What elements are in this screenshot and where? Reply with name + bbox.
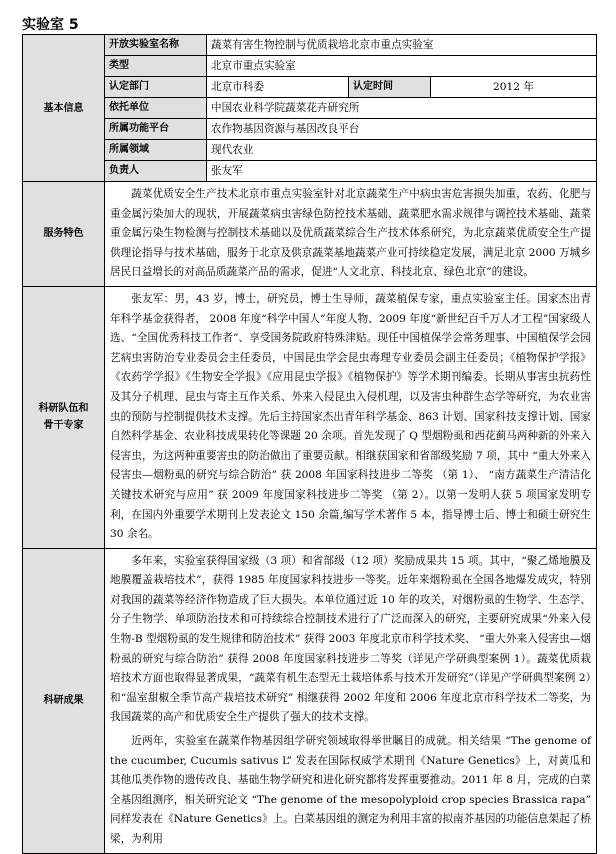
team-paragraph: 张友军：男，43 岁，博士，研究员，博士生导师，蔬菜植保专家，重点实验室主任。国家杰出青年科学基金获得者， 2008 年度“科学中国人”年度人物、2009 年度“新世纪百千万人才工程”国家级人选、“全国优秀科技工作者”、享受国务院政府特殊津贴。现任中国植保学会常务理事、中国植保学会园艺病虫害防治专业委员会主任委员，中国昆虫学会昆虫毒理专业委员会副主任委员；《植物保护学报》《农药学学报》《生物安全学报》《应用昆虫学报》《植物保护》等学术期刊编委。长期从事害虫抗药性及其分子机理、昆虫与寄主互作关系、外来入侵昆虫入侵机理，以及害虫种群生态学等研究，为农业害虫的预防与控制提供技术支撑。先后主持国家杰出青年科学基金、863 计划、国家科技支撑计划、国家自然科学基金、农业科技成果转化等课题 20 余项。首先发现了 Q 型烟粉虱和西花蓟马两种新的外来入侵害虫，为这两种重要害虫的防治做出了重要贡献。相继获国家和省部级奖励 7 项，其中 “重大外来入侵害虫—烟粉虱的研究与综合防治” 获 2008 年国家科技进步二等奖 （第 1）、 “南方蔬菜生产清洁化关键技术研究与应用” 获 2009 年度国家科技进步二等奖 （第 2）。以第一发明人获 5 项国家发明专利，在国内外重要学术期刊上发表论文 150 余篇,编写学术著作 5 本，指导博士后、博士和硕士研究生 30 余名。 bbox=[110, 292, 591, 541]
page-heading: 实验室 5 bbox=[22, 17, 79, 33]
label-field: 所属领域 bbox=[105, 140, 207, 161]
value-field: 现代农业 bbox=[207, 140, 597, 161]
team-label-line-1: 科研队伍和 bbox=[38, 403, 89, 415]
value-platform: 农作物基因资源与基因改良平台 bbox=[207, 119, 597, 140]
value-type: 北京市重点实验室 bbox=[207, 56, 597, 77]
section-service: 服务特色 bbox=[23, 182, 105, 287]
value-cert-department: 北京市科委 bbox=[207, 77, 349, 98]
label-cert-time: 认定时间 bbox=[349, 77, 431, 98]
label-leader: 负责人 bbox=[105, 161, 207, 182]
section-results: 科研成果 bbox=[23, 548, 105, 853]
label-host-unit: 依托单位 bbox=[105, 98, 207, 119]
service-text-cell bbox=[105, 182, 597, 287]
results-paragraph-1: 多年来，实验室获得国家级（3 项）和省部级（12 项）奖励成果共 15 项。其中，“聚乙烯地膜及地膜覆盖栽培技术”，获得 1985 年度国家科技进步一等奖。近年来烟粉虱在全国各地爆发成灾，特别对我国的蔬菜等经济作物造成了巨大损失。本单位通过近 10 年的攻关，对烟粉虱的生物学、生态学、分子生物学、单项防治技术和可持续综合控制技术进行了广泛而深入的研究，主要研究成果“外来入侵生物-B 型烟粉虱的发生规律和防治技术” 获得 2003 年度北京市科学技术奖、 “重大外来入侵害虫—烟粉虱的研究与综合防治” 获得 2008 年度国家科技进步二等奖（详见产学研典型案例 1）。蔬菜优质栽培技术方面也取得显著成果，“蔬菜有机生态型无土栽培体系与技术开发研究”（详见产学研典型案例 2）和“温室甜椒全季节高产栽培技术研究” 相继获得 2002 年度和 2006 年度北京市科学技术二等奖，为我国蔬菜的高产和优质安全生产提供了强大的技术支撑。 bbox=[110, 554, 591, 724]
results-text-cell bbox=[105, 548, 597, 853]
label-lab-name: 开放实验室名称 bbox=[105, 35, 207, 56]
team-label-line-2: 骨干专家 bbox=[43, 420, 84, 432]
value-host-unit: 中国农业科学院蔬菜花卉研究所 bbox=[207, 98, 597, 119]
value-leader: 张友军 bbox=[207, 161, 597, 182]
team-text-cell bbox=[105, 286, 597, 548]
label-type: 类型 bbox=[105, 56, 207, 77]
value-cert-time: 2012 年 bbox=[431, 77, 597, 98]
section-team bbox=[23, 286, 105, 548]
service-paragraph: 蔬菜优质安全生产技术北京市重点实验室针对北京蔬菜生产中病虫害危害损失加重，农药、化肥与重金属污染加大的现状，开展蔬菜病虫害绿色防控技术基础、蔬菜肥水需求规律与调控技术基础、蔬菜重金属污染生物检测与控制技术基础以及优质蔬菜综合生产技术体系研究，为北京蔬菜优质安全生产提供理论指导与技术基础，服务于北京及供京蔬菜基地蔬菜产业可持续稳定发展，满足北京 2000 万城乡居民日益增长的对高品质蔬菜产品的需求，促进“人文北京、科技北京、绿色北京”的建设。 bbox=[110, 188, 591, 279]
section-basic-info: 基本信息 bbox=[23, 35, 105, 182]
label-cert-department: 认定部门 bbox=[105, 77, 207, 98]
results-paragraph-2: 近两年，实验室在蔬菜作物基因组学研究领域取得举世瞩目的成就。相关结果 “The genome of the cucumber, Cucumis sativus L” 发表在国际权威学术期刊《Nature Genetics》上，对黄瓜和其他瓜类作物的遗传改良、基础生物学研究和进化研究都将发挥重要推动。2011 年 8 月，完成的白菜全基因组测序，相关研究论文 “The genome of the mesopolyploid crop species Brassica rapa” 同样发表在《Nature Genetics》上。白菜基因组的测定为利用丰富的拟南芥基因的功能信息架起了桥梁，为利用 bbox=[110, 735, 591, 845]
label-platform: 所属功能平台 bbox=[105, 119, 207, 140]
value-lab-name: 蔬菜有害生物控制与优质栽培北京市重点实验室 bbox=[207, 35, 597, 56]
lab-info-table bbox=[22, 34, 597, 854]
